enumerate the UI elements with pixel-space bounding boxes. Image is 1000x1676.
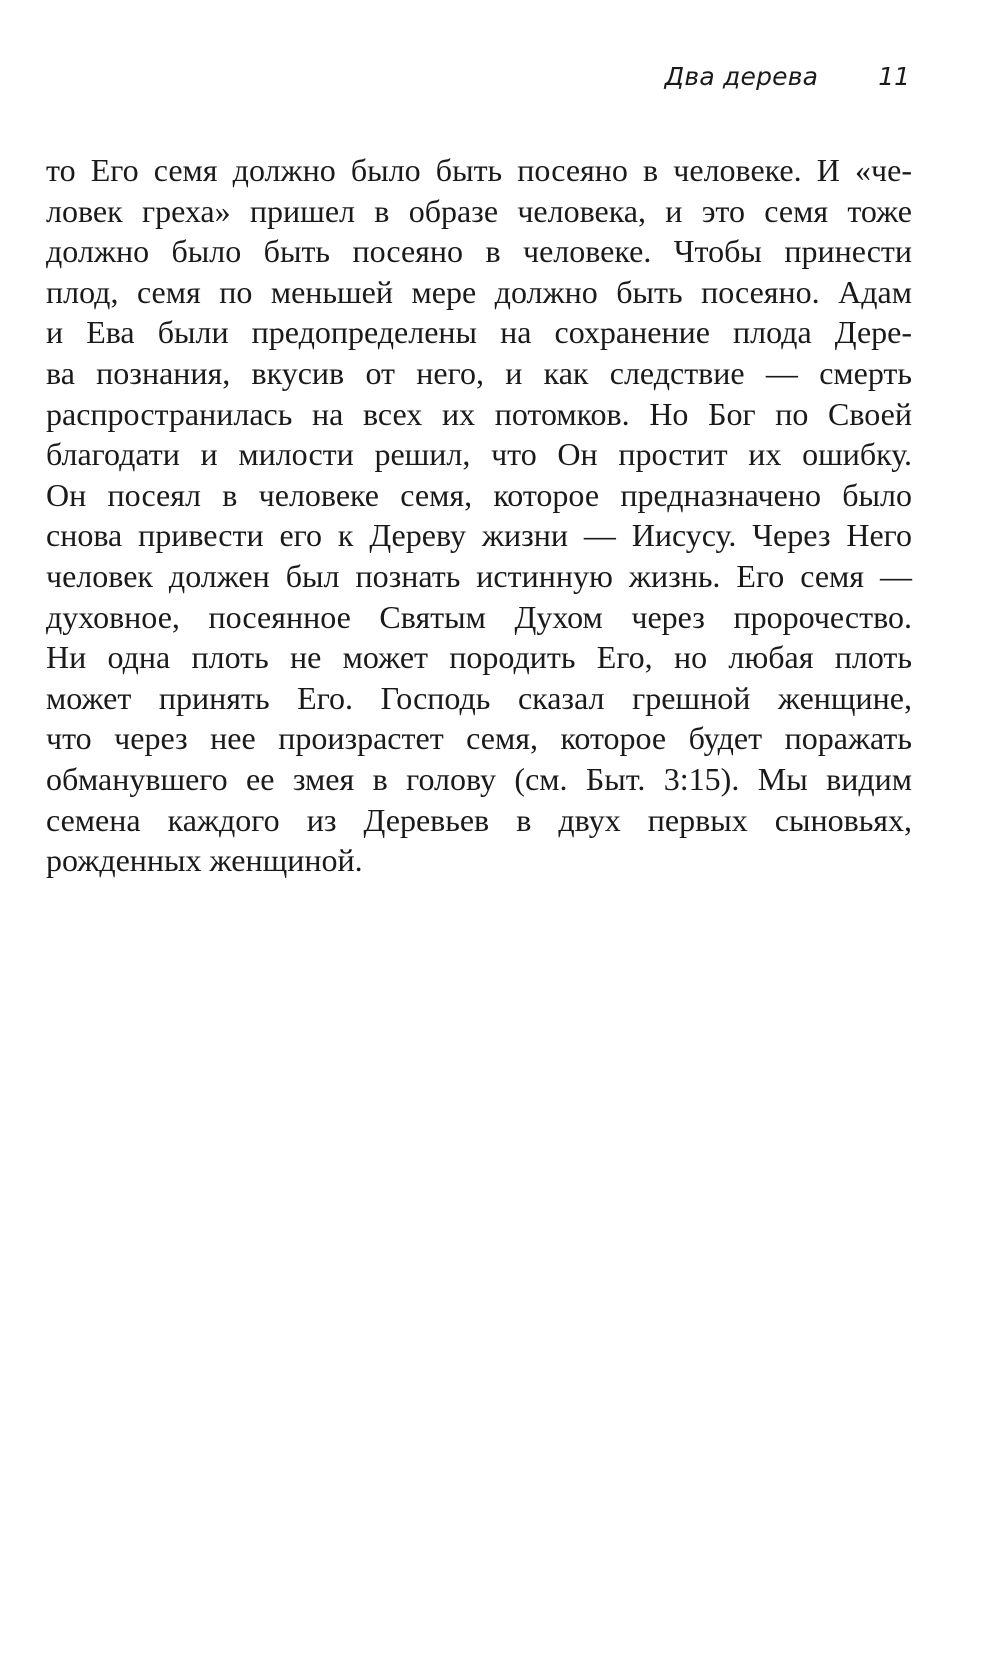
- text-line: обманувшего ее змея в голову (см. Быт. 3:15). Мы видим: [46, 760, 912, 797]
- text-line: снова привести его к Дереву жизни — Иисусу. Через Него: [46, 517, 912, 554]
- text-line: рожденных женщиной.: [46, 842, 363, 879]
- text-line: благодати и милости решил, что Он простит их ошибку.: [46, 436, 912, 473]
- text-line: должно было быть посеяно в человеке. Чтобы принести: [46, 233, 912, 270]
- text-line: и Ева были предопределены на сохранение плода Дере-: [46, 314, 912, 351]
- text-line: распространилась на всех их потомков. Но Бог по Своей: [46, 395, 912, 432]
- text-line: Ни одна плоть не может породить Его, но любая плоть: [46, 639, 912, 676]
- text-line: семена каждого из Деревьев в двух первых сыновьях,: [46, 801, 912, 838]
- text-line: ловек греха» пришел в образе человека, и это семя тоже: [46, 192, 912, 229]
- text-line: что через нее произрастет семя, которое будет поражать: [46, 720, 912, 757]
- text-line: человек должен был познать истинную жизнь. Его семя —: [46, 557, 912, 594]
- text-line: Он посеял в человеке семя, которое предназначено было: [46, 476, 912, 513]
- running-head: [665, 62, 910, 91]
- chapter-title: Два дерева: [664, 62, 819, 91]
- text-line: духовное, посеянное Святым Духом через пророчество.: [46, 598, 912, 635]
- text-line: может принять Его. Господь сказал грешной женщине,: [46, 679, 912, 716]
- text-line: ва познания, вкусив от него, и как следствие — смерть: [46, 354, 912, 391]
- text-line: то Его семя должно было быть посеяно в человеке. И «че-: [46, 152, 912, 188]
- text-line: плод, семя по меньшей мере должно быть посеяно. Адам: [46, 273, 912, 310]
- page-number: 11: [878, 62, 910, 91]
- body-text: [46, 150, 912, 881]
